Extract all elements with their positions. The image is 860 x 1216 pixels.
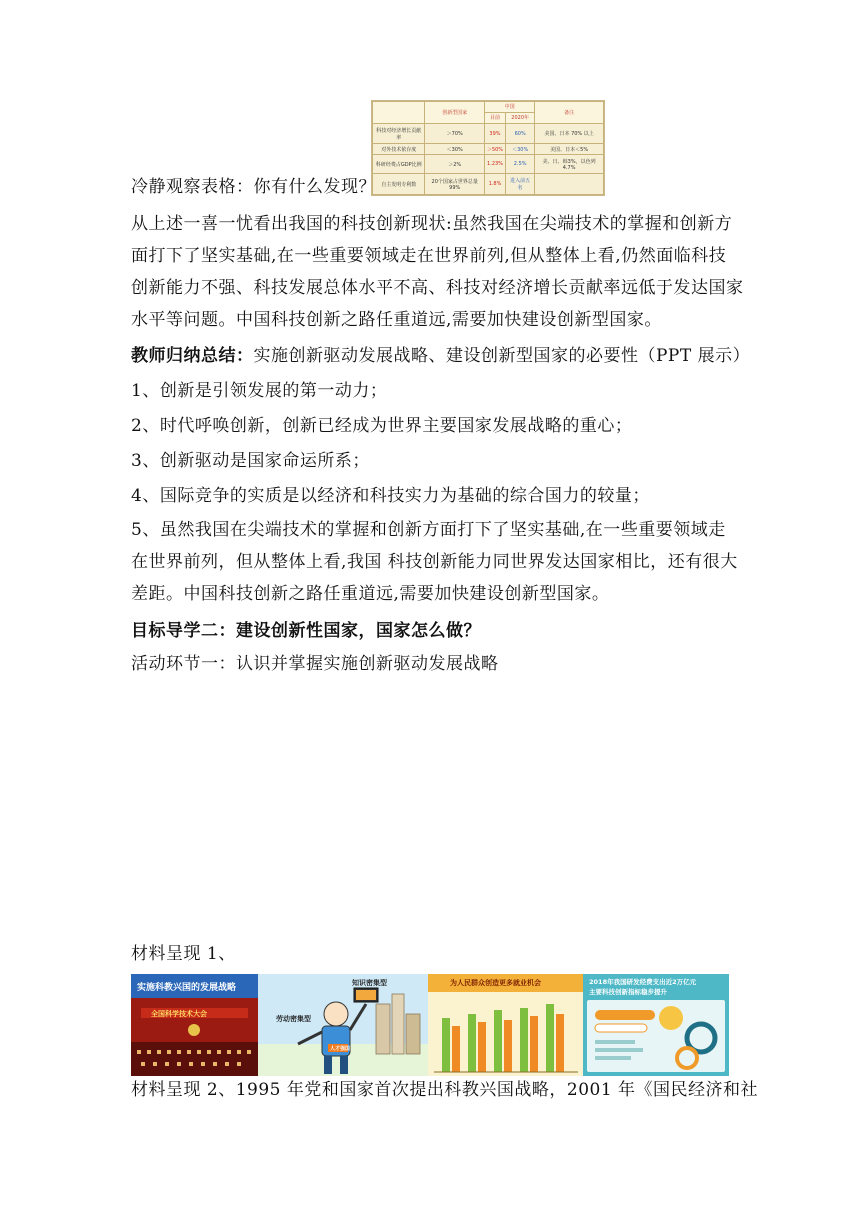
pic4-title: 2018年我国研发经费支出近2万亿元 [589,978,697,986]
table-cell: 美、日、韩3%，以色列 4.7% [535,155,604,174]
summary-text: 实施创新驱动发展战略、建设创新型国家的必要性（PPT 展示） [253,346,751,366]
summary-heading: 教师归纳总结： [131,346,254,366]
pic1-title: 实施科教兴国的发展战略 [137,983,237,993]
table-cell: 科技对经济增长贡献率 [373,123,425,144]
table-row [373,174,604,195]
table-row [373,155,604,174]
list-item: 2、时代呼唤创新，创新已经成为世界主要国家发展战略的重心； [131,416,633,436]
table-cell [535,174,604,195]
material-2-text: 材料呈现 2、1995 年党和国家首次提出科教兴国战略，2001 年《国民经济和社 [131,1080,759,1100]
table-header-innovative: 创新型国家 [425,102,484,124]
table-cell: 39% [484,123,505,144]
list-item: 在世界前列，但从整体上看,我国 科技创新能力同世界发达国家相比，还有很大 [131,552,738,572]
conference-photo [131,974,258,1076]
paragraph-line: 从上述一喜一忧看出我国的科技创新现状:虽然我国在尖端技术的掌握和创新方 [131,214,733,234]
table-header-china: 中国 [484,102,534,113]
list-item: 5、虽然我国在尖端技术的掌握和创新方面打下了坚实基础,在一些重要领域走 [131,520,726,540]
paragraph-line: 面打下了坚实基础,在一些重要领域走在世界前列,但从整体上看,仍然面临科技 [131,246,727,266]
table-cell: 1.8% [484,174,505,195]
table-cell: 进入前五名 [506,174,535,195]
table-cell: 科研经费占GDP比例 [373,155,425,174]
table-cell: 2.5% [506,155,535,174]
list-item: 3、创新驱动是国家命运所系； [131,451,370,471]
table-cell: 美国、日本＜5% [535,144,604,155]
table-cell: 1.23% [484,155,505,174]
table-cell: ＞70% [425,123,484,144]
table-cell: ＞2% [425,155,484,174]
list-item: 1、创新是引领发展的第一动力； [131,381,388,401]
pic4-subtitle: 主要科技创新指标稳步提升 [589,988,667,996]
comparison-table [372,101,604,195]
table-subheader-2020: 2020年 [506,112,535,123]
comparison-table-image [371,100,605,196]
goal-heading: 目标导学二：建设创新性国家，国家怎么做？ [131,621,481,641]
pic3-title: 为人民群众创造更多就业机会 [450,979,541,987]
list-item: 4、国际竞争的实质是以经济和科技实力为基础的综合国力的较量； [131,486,650,506]
table-header-remark: 备注 [535,102,604,124]
activity-heading: 活动环节一：认识并掌握实施创新驱动发展战略 [131,654,499,674]
paragraph-line: 创新能力不强、科技发展总体水平不高、科技对经济增长贡献率远低于发达国家 [131,278,744,298]
pic1-banner: 全国科学技术大会 [151,1010,207,1018]
table-header-blank [373,102,425,124]
table-cell: 20个国家占世界总量99% [425,174,484,195]
teacher-summary [131,345,750,367]
paragraph-line: 水平等问题。中国科技创新之路任重道远,需要加快建设创新型国家。 [131,310,662,330]
pic2-label-bottom: 人才强国 [330,1046,351,1052]
table-cell: 自主发明专利数 [373,174,425,195]
employment-infographic [428,974,583,1076]
list-item: 差距。中国科技创新之路任重道远,需要加快建设创新型国家。 [131,584,610,604]
cartoon-illustration [258,974,428,1076]
pic2-label-top: 知识密集型 [352,979,387,987]
table-cell: ＞50% [484,144,505,155]
table-subheader-now: 目前 [484,112,505,123]
pic2-label-mid: 劳动密集型 [276,1015,311,1023]
table-cell: 60% [506,123,535,144]
observe-question: 冷静观察表格：你有什么发现？ [131,177,376,197]
table-cell: ＜30% [425,144,484,155]
table-row [373,123,604,144]
table-cell: ＜30% [506,144,535,155]
table-cell: 美国、日本 70% 以上 [535,123,604,144]
table-cell: 对外技术依存度 [373,144,425,155]
material-1-label: 材料呈现 1、 [131,944,236,964]
table-row [373,144,604,155]
rnd-infographic [583,974,729,1076]
